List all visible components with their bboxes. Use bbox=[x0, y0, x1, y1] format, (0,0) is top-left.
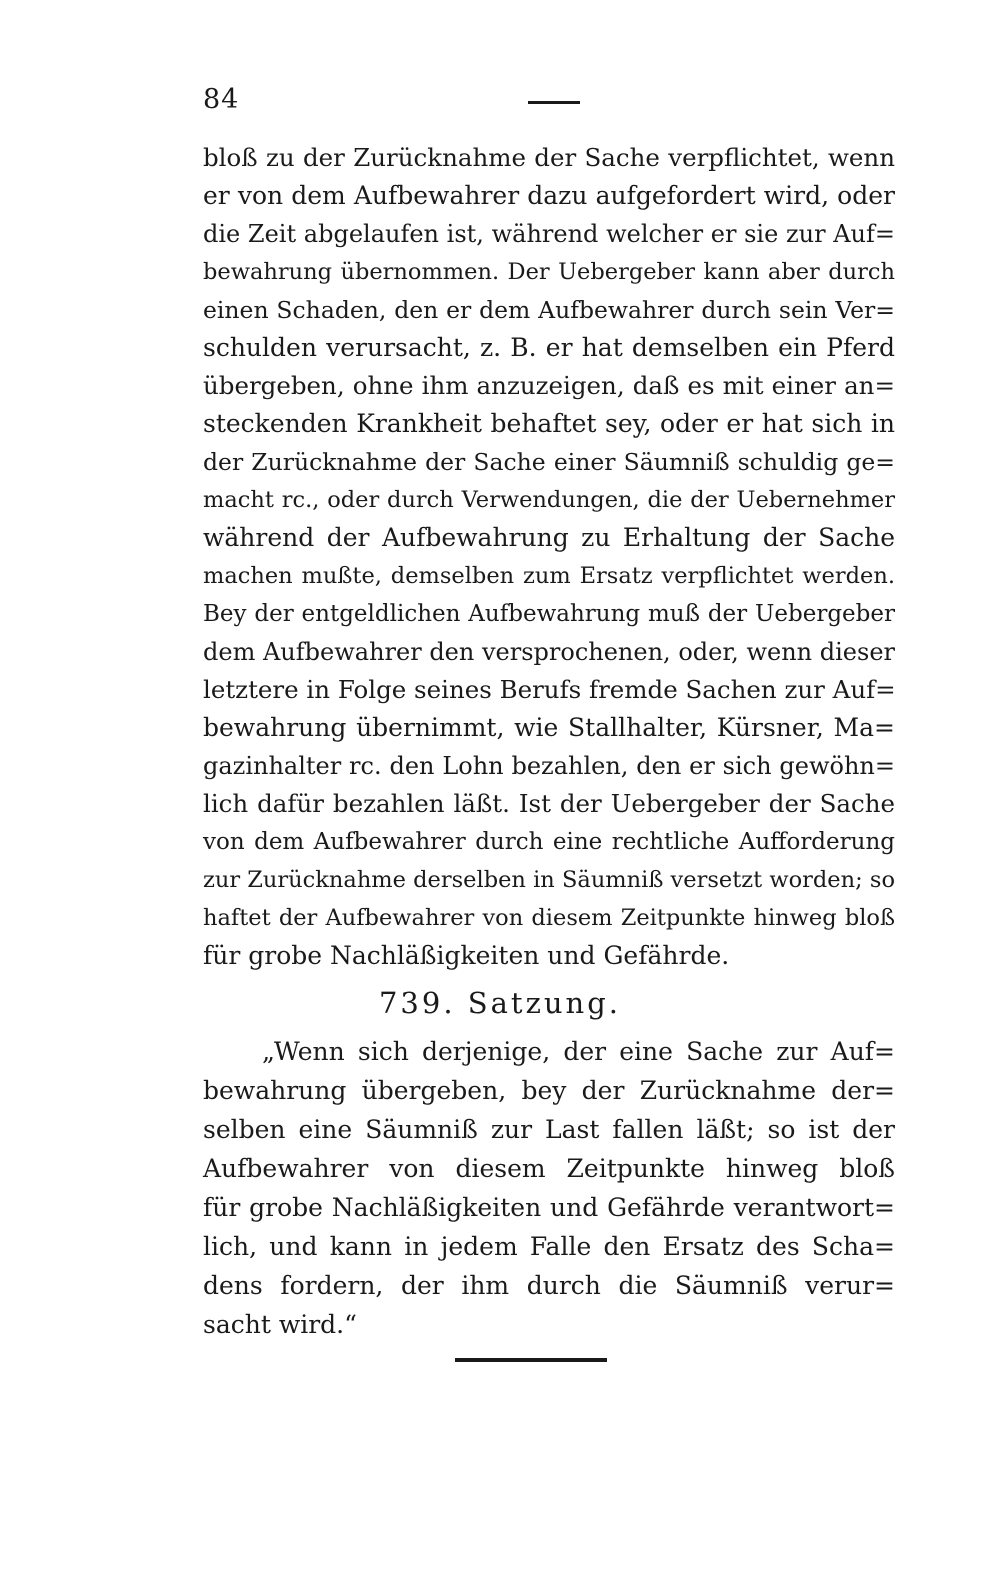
text-line: übergeben, ohne ihm anzuzeigen, daß es mit einer an= bbox=[203, 371, 895, 400]
text-line: machen mußte, demselben zum Ersatz verpflichtet werden. bbox=[203, 563, 895, 589]
text-line: Aufbewahrer von diesem Zeitpunkte hinweg bloß bbox=[203, 1154, 895, 1183]
text-line: bewahrung übernimmt, wie Stallhalter, Kürsner, Ma= bbox=[203, 713, 895, 742]
page-number: 84 bbox=[203, 84, 240, 115]
text-line: bloß zu der Zurücknahme der Sache verpflichtet, wenn bbox=[203, 143, 895, 172]
text-line: lich dafür bezahlen läßt. Ist der Uebergeber der Sache bbox=[203, 789, 895, 818]
text-line: die Zeit abgelaufen ist, während welcher er sie zur Auf= bbox=[203, 220, 895, 248]
text-line: er von dem Aufbewahrer dazu aufgefordert wird, oder bbox=[203, 181, 895, 210]
text-line: dem Aufbewahrer den versprochenen, oder, wenn dieser bbox=[203, 638, 895, 666]
text-line: bewahrung übernommen. Der Uebergeber kann aber durch bbox=[203, 259, 895, 285]
text-line: einen Schaden, den er dem Aufbewahrer durch sein Ver= bbox=[203, 296, 895, 324]
text-line: von dem Aufbewahrer durch eine rechtliche Aufforderung bbox=[203, 829, 895, 855]
text-line: lich, und kann in jedem Falle den Ersatz des Scha= bbox=[203, 1232, 895, 1261]
text-line: letztere in Folge seines Berufs fremde Sachen zur Auf= bbox=[203, 675, 896, 704]
text-line: zur Zurücknahme derselben in Säumniß versetzt worden; so bbox=[203, 867, 895, 893]
text-line: schulden verursacht, z. B. er hat demselben ein Pferd bbox=[203, 333, 895, 362]
text-line: sacht wird.“ bbox=[203, 1310, 357, 1339]
text-line: haftet der Aufbewahrer von diesem Zeitpunkte hinweg bloß bbox=[203, 905, 895, 931]
footer-rule bbox=[455, 1358, 607, 1362]
text-line: steckenden Krankheit behaftet sey, oder er hat sich in bbox=[203, 409, 895, 438]
text-line: Bey der entgeldlichen Aufbewahrung muß der Uebergeber bbox=[203, 601, 895, 627]
text-line: selben eine Säumniß zur Last fallen läßt; so ist der bbox=[203, 1115, 895, 1144]
text-line: dens fordern, der ihm durch die Säumniß verur= bbox=[203, 1271, 895, 1300]
text-line: für grobe Nachläßigkeiten und Gefährde verantwort= bbox=[203, 1193, 895, 1222]
text-line: macht rc., oder durch Verwendungen, die der Uebernehmer bbox=[203, 487, 895, 513]
text-line: bewahrung übergeben, bey der Zurücknahme der= bbox=[203, 1076, 895, 1105]
text-line: der Zurücknahme der Sache einer Säumniß schuldig ge= bbox=[203, 448, 895, 476]
text-line: gazinhalter rc. den Lohn bezahlen, den er sich gewöhn= bbox=[203, 752, 895, 780]
text-line: für grobe Nachläßigkeiten und Gefährde. bbox=[203, 941, 730, 970]
text-line: „Wenn sich derjenige, der eine Sache zur Auf= bbox=[262, 1037, 895, 1066]
section-heading: 739. Satzung. bbox=[378, 986, 621, 1020]
text-line: während der Aufbewahrung zu Erhaltung der Sache bbox=[203, 523, 895, 552]
header-rule bbox=[528, 101, 580, 104]
